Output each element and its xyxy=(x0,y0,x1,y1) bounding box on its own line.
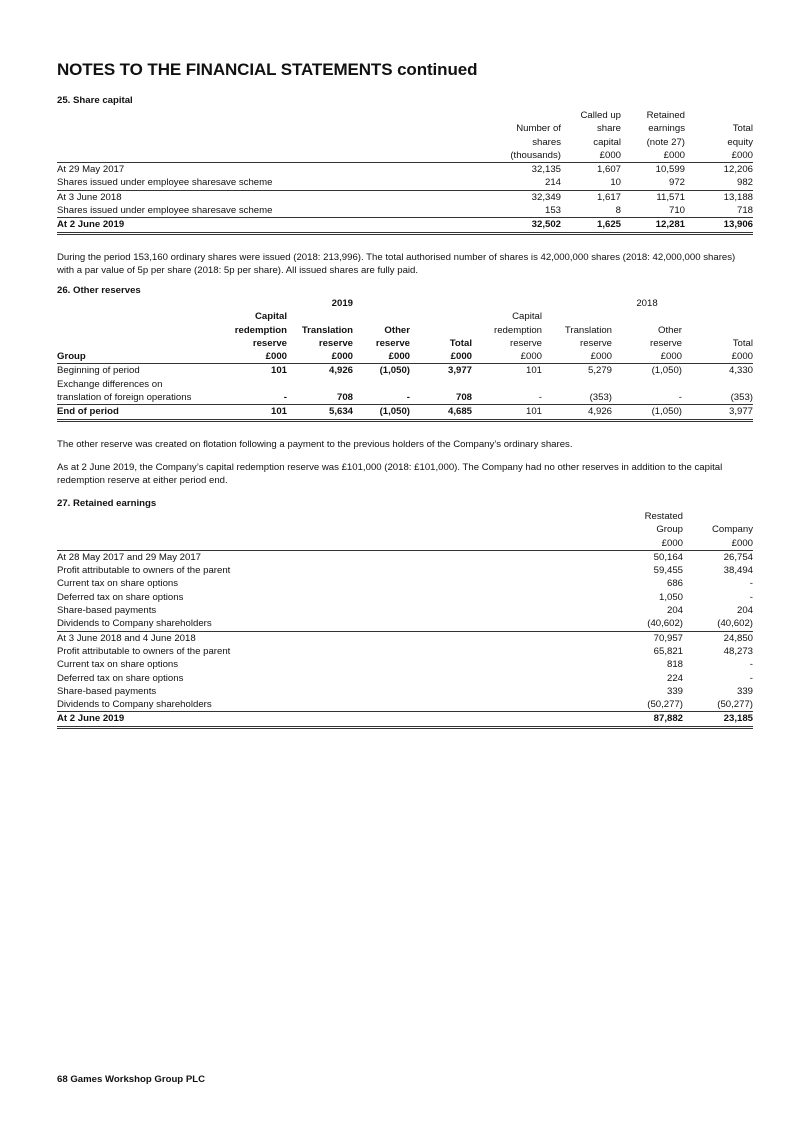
cell: - xyxy=(472,391,542,405)
header-cell: reserve xyxy=(580,337,612,349)
cell: 101 xyxy=(472,405,542,420)
row-label: Dividends to Company shareholders xyxy=(57,698,613,712)
row-label: At 2 June 2019 xyxy=(57,218,501,233)
cell: 3,977 xyxy=(682,405,753,420)
cell: 8 xyxy=(561,204,621,218)
header-cell: £000 xyxy=(561,149,621,163)
cell: - xyxy=(749,672,753,684)
header-cell: Number of xyxy=(516,123,561,135)
header-cell: Other xyxy=(384,324,410,336)
table-row xyxy=(57,204,753,218)
header-cell: redemption xyxy=(494,324,542,336)
header-cell: £000 xyxy=(612,350,682,364)
cell: 12,206 xyxy=(723,164,753,176)
retained-earnings-table xyxy=(57,510,753,729)
other-reserves-paragraph-2: As at 2 June 2019, the Company’s capital redemption reserve was £101,000 (2018: £101,000). The Company had no other reserves in addition to the capital redemption reserve at either period end. xyxy=(57,461,723,487)
header-cell: reserve xyxy=(650,337,682,349)
table-header-row xyxy=(57,537,753,551)
row-label: Profit attributable to owners of the parent xyxy=(57,565,231,577)
cell: 1,607 xyxy=(596,164,621,176)
table-total-row xyxy=(57,218,753,233)
header-cell: Total xyxy=(732,123,753,135)
table-header-row xyxy=(57,136,753,149)
row-label: At 28 May 2017 and 29 May 2017 xyxy=(57,551,202,563)
header-cell: reserve xyxy=(252,337,287,349)
cell: 982 xyxy=(685,176,753,190)
cell: 70,957 xyxy=(653,632,683,644)
header-cell: £000 xyxy=(227,350,287,364)
group-label: Group xyxy=(57,350,227,364)
table-row xyxy=(57,658,753,671)
cell: 87,882 xyxy=(613,712,683,727)
cell: 1,617 xyxy=(596,191,621,203)
cell: 101 xyxy=(270,365,287,377)
cell: 710 xyxy=(621,204,685,218)
table-row xyxy=(57,564,753,577)
note-27-title: 27. Retained earnings xyxy=(57,498,157,509)
header-cell: (note 27) xyxy=(646,136,685,148)
cell: (40,602) xyxy=(683,617,753,631)
cell: (50,277) xyxy=(683,698,753,712)
cell: 708 xyxy=(410,391,472,405)
table-row xyxy=(57,550,753,564)
cell: 5,634 xyxy=(287,405,353,420)
note-26-other-reserves xyxy=(57,284,753,488)
header-cell: Capital xyxy=(255,311,287,323)
header-cell: shares xyxy=(532,136,561,148)
row-label: At 3 June 2018 xyxy=(57,191,122,203)
row-label: End of period xyxy=(57,405,227,420)
cell: 1,625 xyxy=(561,218,621,233)
cell: 32,349 xyxy=(531,191,561,203)
cell: 4,926 xyxy=(542,405,612,420)
table-row xyxy=(57,698,753,712)
row-label: At 3 June 2018 and 4 June 2018 xyxy=(57,632,196,644)
header-cell: capital xyxy=(593,136,621,148)
row-label: Share-based payments xyxy=(57,685,157,697)
header-cell: Total xyxy=(449,337,472,349)
cell: 3,977 xyxy=(447,365,472,377)
header-cell: £000 xyxy=(353,350,410,364)
page-title: NOTES TO THE FINANCIAL STATEMENTS continued xyxy=(57,60,478,79)
table-row xyxy=(57,617,753,631)
cell: - xyxy=(612,391,682,405)
cell: 10 xyxy=(561,176,621,190)
note-26-title: 26. Other reserves xyxy=(57,285,141,296)
page-footer: 68 Games Workshop Group PLC xyxy=(57,1074,206,1085)
table-header-row xyxy=(57,109,753,122)
cell: 339 xyxy=(666,685,683,697)
header-cell: £000 xyxy=(685,149,753,163)
cell: 101 xyxy=(227,405,287,420)
header-cell: Other xyxy=(658,324,682,336)
cell: 10,599 xyxy=(655,164,685,176)
year-label-2019: 2019 xyxy=(331,298,353,309)
table-row xyxy=(57,645,753,658)
cell: 11,571 xyxy=(656,191,685,203)
table-row xyxy=(57,391,753,405)
row-label: Deferred tax on share options xyxy=(57,591,184,603)
row-label: Deferred tax on share options xyxy=(57,672,184,684)
header-cell: Called up xyxy=(580,110,621,121)
cell: (40,602) xyxy=(613,617,683,631)
table-row xyxy=(57,672,753,685)
row-label: Profit attributable to owners of the parent xyxy=(57,645,231,657)
header-cell: equity xyxy=(727,136,753,148)
cell: 50,164 xyxy=(653,551,683,563)
cell: 1,050 xyxy=(658,591,683,603)
share-capital-table xyxy=(57,109,753,235)
cell: 4,685 xyxy=(410,405,472,420)
row-label: Shares issued under employee sharesave scheme xyxy=(57,176,501,190)
header-cell: Restated xyxy=(644,511,683,522)
cell: 153 xyxy=(501,204,561,218)
cell: 32,135 xyxy=(531,164,561,176)
cell: 4,330 xyxy=(728,365,753,377)
cell: 65,821 xyxy=(653,645,683,657)
table-row xyxy=(57,591,753,604)
table-row xyxy=(57,631,753,645)
row-label: translation of foreign operations xyxy=(57,391,227,405)
header-cell: £000 xyxy=(542,350,612,364)
header-cell: share xyxy=(597,123,621,135)
header-cell: redemption xyxy=(234,324,287,336)
cell: 718 xyxy=(685,204,753,218)
table-row xyxy=(57,176,753,190)
cell: 4,926 xyxy=(328,365,353,377)
share-capital-paragraph: During the period 153,160 ordinary shares were issued (2018: 213,996). The total authorised number of shares is 42,000,000 shares (2018: 42,000,000 shares) with a par value of 5p per share (2018: 5p per share). All issued shares are fully paid. xyxy=(57,251,736,276)
row-label: Current tax on share options xyxy=(57,659,179,671)
table-row xyxy=(57,685,753,698)
cell: (1,050) xyxy=(651,365,682,377)
cell: 13,188 xyxy=(723,191,753,203)
row-label: At 29 May 2017 xyxy=(57,164,125,176)
row-label: Shares issued under employee sharesave scheme xyxy=(57,204,501,218)
header-cell: £000 xyxy=(621,149,685,163)
row-label: Exchange differences on xyxy=(57,378,163,390)
cell: 101 xyxy=(525,365,542,377)
table-row xyxy=(57,378,753,391)
cell: 5,279 xyxy=(587,365,612,377)
cell: 32,502 xyxy=(501,218,561,233)
header-cell: Translation xyxy=(564,324,612,336)
header-cell: £000 xyxy=(410,350,472,364)
header-cell: £000 xyxy=(683,537,753,551)
header-cell: Capital xyxy=(512,311,542,323)
cell: - xyxy=(227,391,287,405)
cell: (353) xyxy=(542,391,612,405)
table-header-row xyxy=(57,350,753,364)
table-header-row xyxy=(57,523,753,536)
table-row xyxy=(57,577,753,590)
table-header-row xyxy=(57,337,753,350)
cell: 59,455 xyxy=(653,565,683,577)
table-total-row xyxy=(57,405,753,420)
header-cell: reserve xyxy=(375,337,410,349)
cell: 214 xyxy=(501,176,561,190)
row-label: Share-based payments xyxy=(57,605,157,617)
header-cell: £000 xyxy=(682,350,753,364)
cell: (1,050) xyxy=(353,405,410,420)
cell: 972 xyxy=(621,176,685,190)
header-cell: Total xyxy=(732,337,753,349)
header-cell: £000 xyxy=(287,350,353,364)
cell: (353) xyxy=(682,391,753,405)
cell: 38,494 xyxy=(723,565,753,577)
cell: (1,050) xyxy=(612,405,682,420)
row-label: Current tax on share options xyxy=(57,578,179,590)
row-label: Beginning of period xyxy=(57,365,140,377)
header-cell: (thousands) xyxy=(501,149,561,163)
header-cell: Company xyxy=(711,524,753,536)
cell: 224 xyxy=(666,672,683,684)
table-header-row xyxy=(57,122,753,135)
table-row xyxy=(57,190,753,204)
year-header-row xyxy=(57,297,753,310)
cell: - xyxy=(749,578,753,590)
header-cell: Retained xyxy=(646,110,685,121)
cell: 12,281 xyxy=(621,218,685,233)
cell: 686 xyxy=(666,578,683,590)
header-cell: earnings xyxy=(648,123,685,135)
table-row xyxy=(57,604,753,617)
table-row xyxy=(57,163,753,177)
year-label-2018: 2018 xyxy=(636,298,658,309)
cell: 204 xyxy=(666,605,683,617)
table-header-row xyxy=(57,310,753,323)
table-total-row xyxy=(57,712,753,727)
note-25-share-capital xyxy=(57,94,753,277)
table-header-row xyxy=(57,324,753,337)
header-cell: Group xyxy=(656,524,683,536)
cell: (1,050) xyxy=(379,365,410,377)
row-label: At 2 June 2019 xyxy=(57,712,613,727)
cell: 48,273 xyxy=(723,645,753,657)
table-header-row xyxy=(57,510,753,523)
cell: 204 xyxy=(736,605,753,617)
header-cell: £000 xyxy=(613,537,683,551)
header-cell: reserve xyxy=(510,337,542,349)
note-25-title: 25. Share capital xyxy=(57,95,133,106)
header-cell: £000 xyxy=(472,350,542,364)
table-row xyxy=(57,364,753,378)
other-reserves-table xyxy=(57,297,753,422)
cell: - xyxy=(749,659,753,671)
cell: 708 xyxy=(287,391,353,405)
note-27-retained-earnings xyxy=(57,497,753,729)
cell: 818 xyxy=(666,659,683,671)
table-header-row xyxy=(57,149,753,163)
header-cell: reserve xyxy=(318,337,353,349)
cell: 23,185 xyxy=(683,712,753,727)
cell: - xyxy=(353,391,410,405)
row-label: Dividends to Company shareholders xyxy=(57,617,613,631)
header-cell: Translation xyxy=(301,324,353,336)
cell: 26,754 xyxy=(723,551,753,563)
other-reserves-paragraph-1: The other reserve was created on flotation following a payment to the previous holders of the Company’s ordinary shares. xyxy=(57,438,573,450)
cell: 24,850 xyxy=(723,632,753,644)
cell: 13,906 xyxy=(685,218,753,233)
cell: 339 xyxy=(736,685,753,697)
cell: - xyxy=(749,591,753,603)
cell: (50,277) xyxy=(613,698,683,712)
